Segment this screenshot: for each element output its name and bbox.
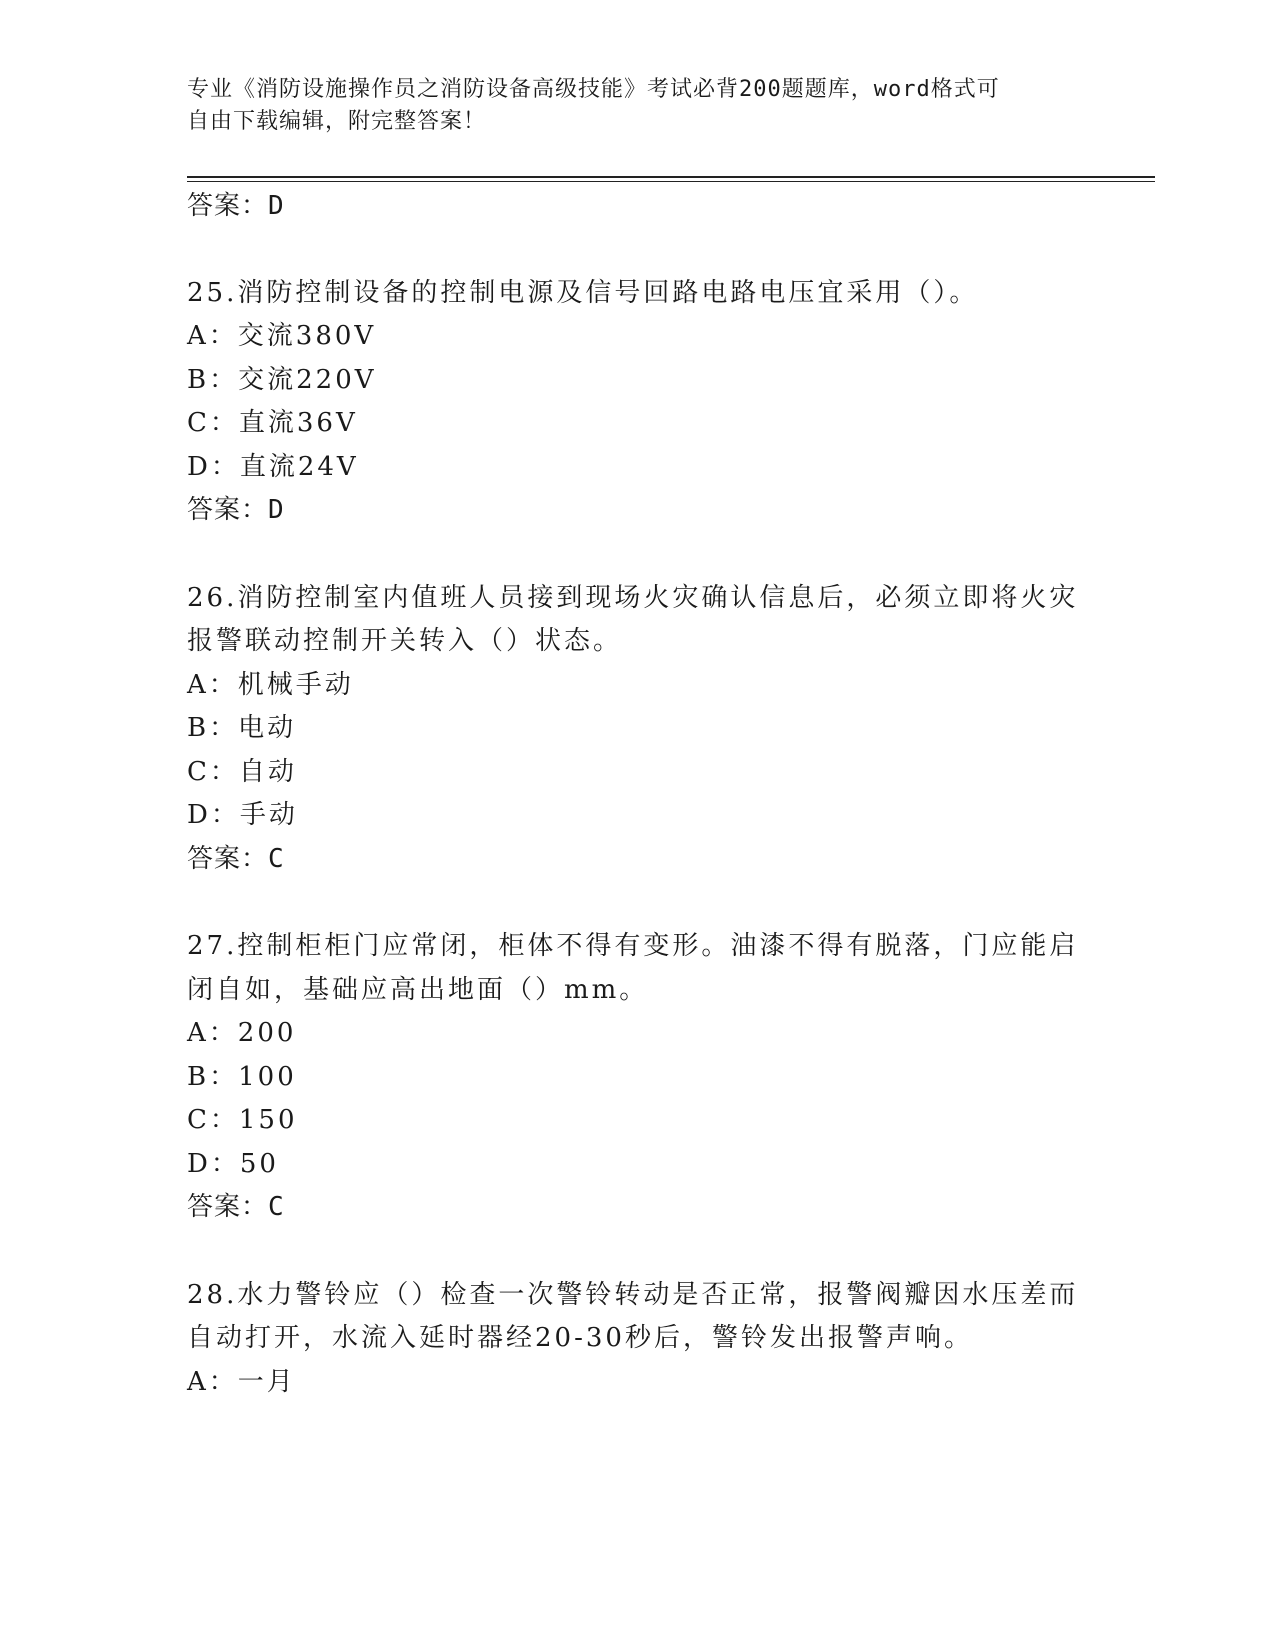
- question-25-stem: 25.消防控制设备的控制电源及信号回路电路电压宜采用（）。: [187, 278, 979, 308]
- question-27-option-a: A：200: [187, 1018, 297, 1048]
- question-27-answer: 答案：C: [187, 1192, 285, 1222]
- header-line-2: 自由下载编辑，附完整答案！: [187, 109, 487, 134]
- header-line-1: 专业《消防设施操作员之消防设备高级技能》考试必背200题题库，word格式可: [187, 77, 1000, 102]
- question-27-stem-line-2: 闭自如，基础应高出地面（）mm。: [187, 975, 649, 1005]
- question-27-option-b: B：100: [187, 1062, 297, 1092]
- question-26-option-c: C：自动: [187, 757, 297, 787]
- question-26-option-a: A：机械手动: [187, 670, 354, 700]
- question-26-stem-line-2: 报警联动控制开关转入（）状态。: [187, 626, 623, 656]
- question-26-stem-line-1: 26.消防控制室内值班人员接到现场火灾确认信息后，必须立即将火灾: [187, 583, 1079, 613]
- question-26-option-b: B：电动: [187, 713, 297, 743]
- question-28-stem-line-1: 28.水力警铃应（）检查一次警铃转动是否正常，报警阀瓣因水压差而: [187, 1280, 1079, 1310]
- question-25-option-a: A：交流380V: [187, 321, 377, 351]
- question-25-option-c: C：直流36V: [187, 408, 358, 438]
- question-27-stem-line-1: 27.控制柜柜门应常闭，柜体不得有变形。油漆不得有脱落，门应能启: [187, 931, 1079, 961]
- question-27-option-c: C：150: [187, 1105, 298, 1135]
- question-25-option-d: D：直流24V: [187, 452, 359, 482]
- question-28-stem-line-2: 自动打开，水流入延时器经20-30秒后，警铃发出报警声响。: [187, 1323, 973, 1353]
- question-26-answer: 答案：C: [187, 844, 285, 874]
- question-28-option-a: A：一月: [187, 1367, 296, 1397]
- question-26-option-d: D：手动: [187, 800, 298, 830]
- header-divider-thin: [187, 181, 1155, 182]
- document-header: [187, 74, 1067, 138]
- question-25-option-b: B：交流220V: [187, 365, 377, 395]
- header-divider-thick: [187, 176, 1155, 178]
- question-25-answer: 答案：D: [187, 495, 285, 525]
- question-27-option-d: D：50: [187, 1149, 279, 1179]
- previous-answer: 答案：D: [187, 191, 285, 221]
